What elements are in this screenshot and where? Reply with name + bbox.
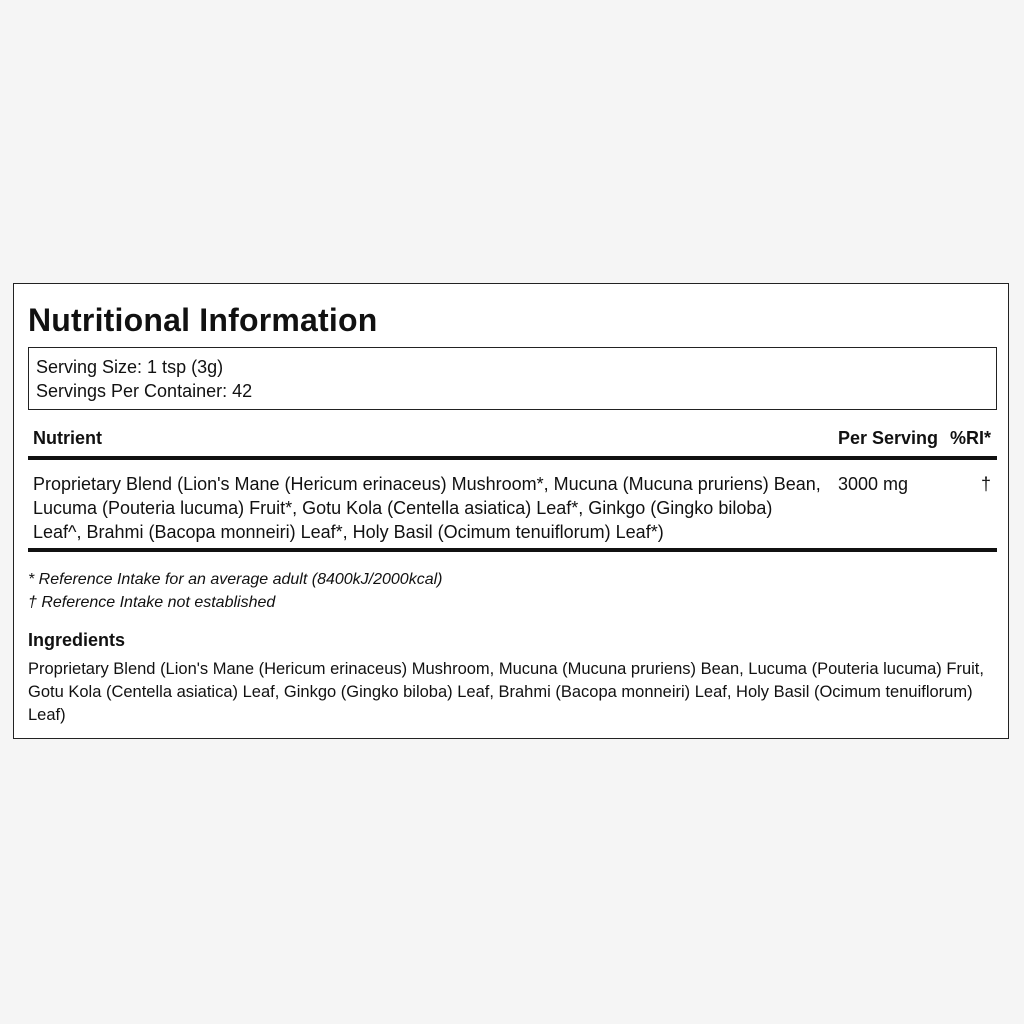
serving-size: Serving Size: 1 tsp (3g) [36, 357, 224, 377]
servings-per-container: Servings Per Container: 42 [36, 381, 253, 401]
ingredients-text: Proprietary Blend (Lion's Mane (Hericum erinaceus) Mushroom, Mucuna (Mucuna pruriens) Bean, Lucuma (Pouteria lucuma) Fruit, Gotu Kola (Centella asiatica) Leaf, Ginkgo (Gingko biloba) Leaf, Brahmi (Bacopa monneiri) Leaf, Holy Basil (Ocimum tenuiflorum) Leaf) [28, 660, 984, 724]
header-nutrient: Nutrient [33, 428, 102, 448]
nutrition-panel [13, 283, 1009, 739]
footnote-reference-intake: * Reference Intake for an average adult (8400kJ/2000kcal) [28, 571, 443, 588]
nutrient-amount: 3000 mg [838, 474, 909, 494]
table-row [28, 464, 997, 552]
footnotes [28, 568, 442, 614]
serving-info-box [28, 347, 997, 410]
header-per-serving: Per Serving [838, 428, 939, 448]
nutrient-name: Proprietary Blend (Lion's Mane (Hericum erinaceus) Mushroom*, Mucuna (Mucuna pruriens) Bean, Lucuma (Pouteria lucuma) Fruit*, Gotu Kola (Centella asiatica) Leaf*, Ginkgo (Gingko biloba) Leaf^, Brahmi (Bacopa monneiri) Leaf*, Holy Basil (Ocimum tenuiflorum) Leaf*) [33, 474, 821, 542]
nutrient-ri: † [980, 474, 991, 494]
ingredients-title: Ingredients [28, 630, 126, 650]
nutrient-table-header [28, 426, 997, 460]
footnote-not-established: † Reference Intake not established [28, 594, 276, 611]
header-ri: %RI* [950, 428, 992, 448]
panel-title: Nutritional Information [28, 302, 378, 338]
